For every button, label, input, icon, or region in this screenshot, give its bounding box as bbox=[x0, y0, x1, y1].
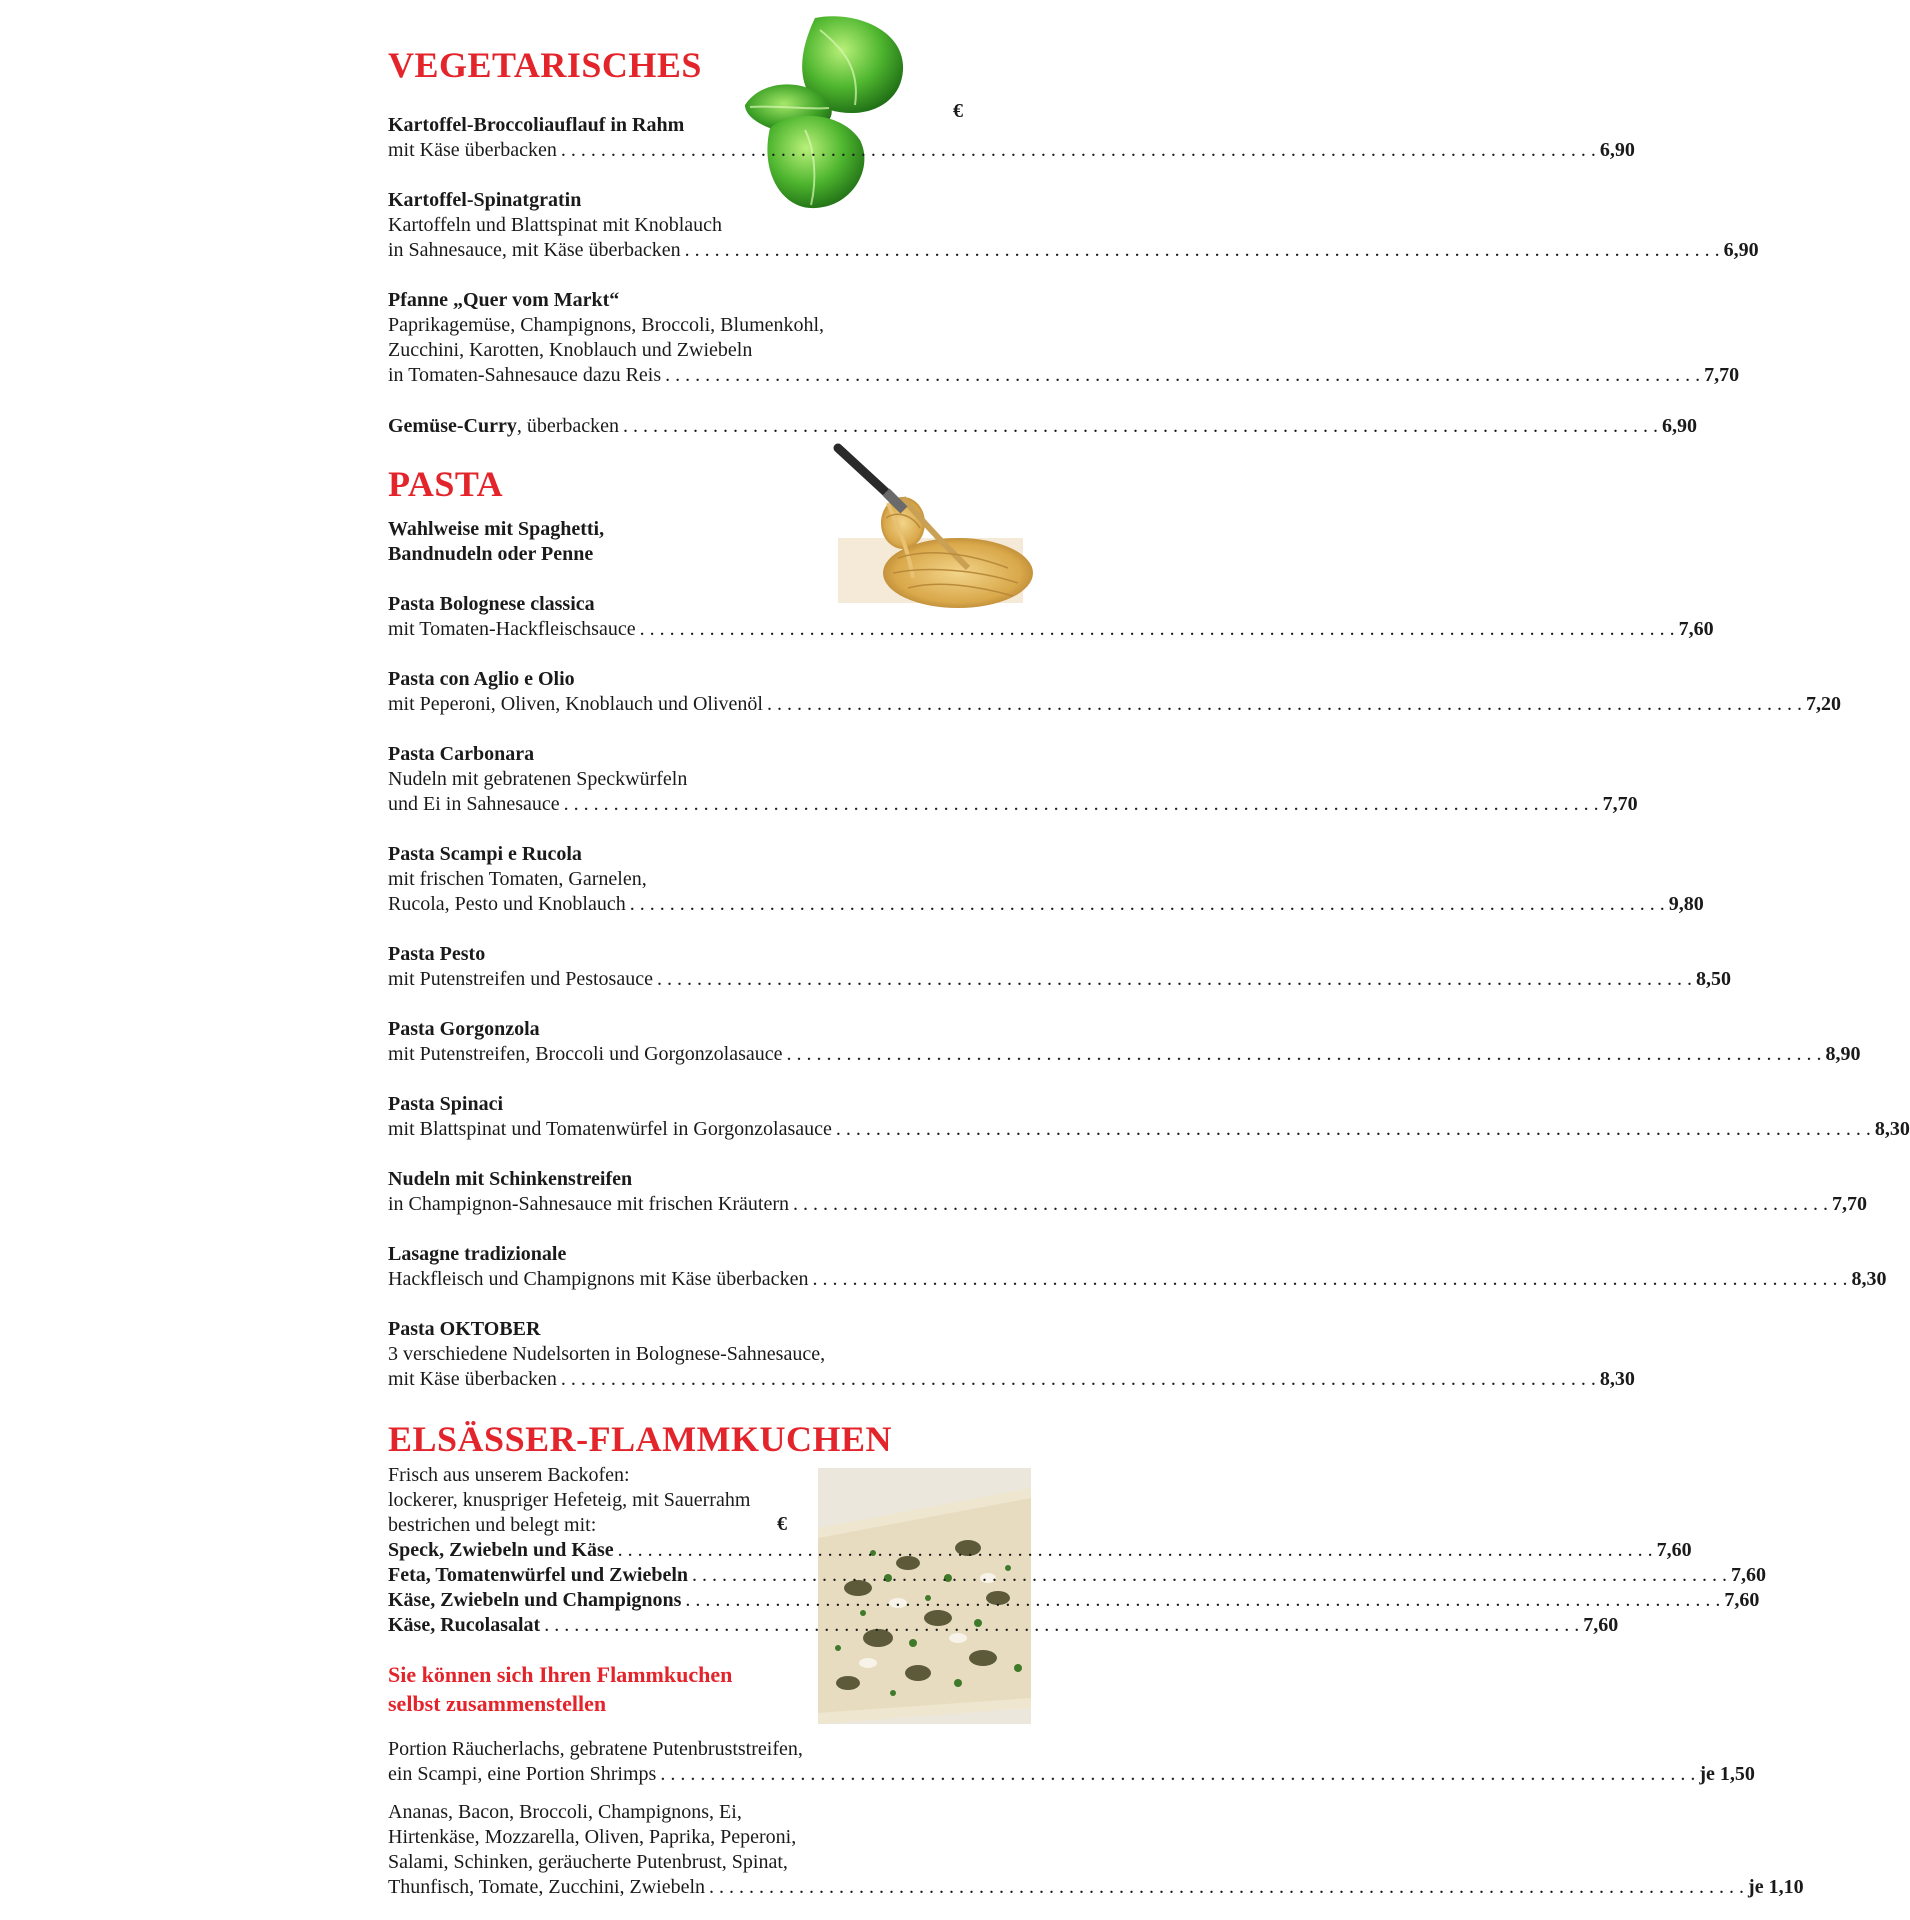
variant-price: 7,60 bbox=[1724, 1589, 1760, 1611]
item-price: 6,90 bbox=[1599, 139, 1635, 161]
section-title-pasta: PASTA bbox=[388, 464, 504, 504]
menu-item bbox=[388, 1317, 1635, 1392]
item-description: mit Putenstreifen, Broccoli und Gorgonzolasauce bbox=[388, 1043, 783, 1065]
item-price: 7,60 bbox=[1678, 618, 1714, 640]
item-name: Gemüse-Curry bbox=[388, 415, 517, 437]
item-description: in Champignon-Sahnesauce mit frischen Kräutern bbox=[388, 1193, 789, 1215]
item-description: mit frischen Tomaten, Garnelen, bbox=[388, 868, 647, 890]
extras-description: Hirtenkäse, Mozzarella, Oliven, Paprika, Peperoni, bbox=[388, 1826, 797, 1848]
item-description: Paprikagemüse, Champignons, Broccoli, Blumenkohl, bbox=[388, 314, 825, 336]
intro-line: Wahlweise mit Spaghetti, bbox=[388, 518, 605, 540]
variant-price: 7,60 bbox=[1656, 1539, 1692, 1561]
item-price: 6,90 bbox=[1723, 239, 1759, 261]
item-price: 7,20 bbox=[1805, 693, 1841, 715]
item-description: Zucchini, Karotten, Knoblauch und Zwiebeln bbox=[388, 339, 753, 361]
item-price: 7,70 bbox=[1704, 364, 1740, 386]
item-description: mit Käse überbacken bbox=[388, 1368, 557, 1390]
custom-flammkuchen-note bbox=[388, 1660, 732, 1718]
menu-item bbox=[388, 667, 1841, 717]
variant-price: 7,60 bbox=[1731, 1564, 1767, 1586]
flammkuchen-intro: Frisch aus unserem Backofen: bbox=[388, 1464, 630, 1486]
item-description: Hackfleisch und Champignons mit Käse überbacken bbox=[388, 1268, 809, 1290]
item-price: 8,90 bbox=[1825, 1043, 1861, 1065]
menu-item bbox=[388, 1242, 1887, 1292]
variant-label: Feta, Tomatenwürfel und Zwiebeln bbox=[388, 1564, 689, 1586]
item-name: Pasta Pesto bbox=[388, 943, 486, 965]
item-price: 8,50 bbox=[1695, 968, 1731, 990]
currency-header: € bbox=[953, 100, 963, 122]
item-description: mit Peperoni, Oliven, Knoblauch und Olivenöl bbox=[388, 693, 763, 715]
section-title-flammkuchen: ELSÄSSER-FLAMMKUCHEN bbox=[388, 1419, 893, 1459]
item-name: Lasagne tradizionale bbox=[388, 1243, 567, 1265]
menu-item bbox=[388, 842, 1704, 917]
item-price: 8,30 bbox=[1851, 1268, 1887, 1290]
menu-item bbox=[388, 288, 1740, 388]
extras-description: Salami, Schinken, geräucherte Putenbrust, Spinat, bbox=[388, 1851, 788, 1873]
item-name: Pasta Scampi e Rucola bbox=[388, 843, 582, 865]
extras-price: je 1,10 bbox=[1748, 1876, 1804, 1898]
item-name: Nudeln mit Schinkenstreifen bbox=[388, 1168, 633, 1190]
item-name: Pasta Carbonara bbox=[388, 743, 535, 765]
extras-description: Thunfisch, Tomate, Zucchini, Zwiebeln bbox=[388, 1876, 706, 1898]
variant-label: Speck, Zwiebeln und Käse bbox=[388, 1539, 614, 1561]
item-description: Kartoffeln und Blattspinat mit Knoblauch bbox=[388, 214, 723, 236]
item-name: Pasta Bolognese classica bbox=[388, 593, 595, 615]
item-description: in Sahnesauce, mit Käse überbacken bbox=[388, 239, 681, 261]
item-price: 8,30 bbox=[1874, 1118, 1910, 1140]
pasta-intro bbox=[388, 517, 968, 567]
item-description: in Tomaten-Sahnesauce dazu Reis bbox=[388, 364, 662, 386]
item-name: Kartoffel-Broccoliauflauf in Rahm bbox=[388, 114, 685, 136]
menu-item bbox=[388, 1017, 1861, 1067]
extras-description: Ananas, Bacon, Broccoli, Champignons, Ei, bbox=[388, 1801, 742, 1823]
item-description: Nudeln mit gebratenen Speckwürfeln bbox=[388, 768, 688, 790]
menu-item bbox=[388, 942, 1731, 992]
flammkuchen-variant bbox=[388, 1563, 1767, 1588]
extras-description: ein Scampi, eine Portion Shrimps bbox=[388, 1763, 657, 1785]
item-description: Rucola, Pesto und Knoblauch bbox=[388, 893, 626, 915]
section-title-vegetarian: VEGETARISCHES bbox=[388, 45, 702, 85]
variant-label: Käse, Rucolasalat bbox=[388, 1614, 541, 1636]
note-line: Sie können sich Ihren Flammkuchen bbox=[388, 1662, 733, 1687]
flammkuchen-intro: bestrichen und belegt mit: bbox=[388, 1514, 597, 1536]
flammkuchen-variant bbox=[388, 1538, 1692, 1563]
menu-item bbox=[388, 188, 1759, 263]
item-price: 7,70 bbox=[1602, 793, 1638, 815]
item-description: , überbacken bbox=[516, 415, 620, 437]
note-line: selbst zusammenstellen bbox=[388, 1691, 607, 1716]
item-description: mit Putenstreifen und Pestosauce bbox=[388, 968, 653, 990]
menu-item bbox=[388, 1167, 1867, 1217]
flammkuchen-variant bbox=[388, 1588, 1760, 1613]
variant-label: Käse, Zwiebeln und Champignons bbox=[388, 1589, 682, 1611]
menu-item bbox=[388, 742, 1638, 817]
item-description: und Ei in Sahnesauce bbox=[388, 793, 560, 815]
extras-description: Portion Räucherlachs, gebratene Putenbruststreifen, bbox=[388, 1738, 803, 1760]
item-description: mit Tomaten-Hackfleischsauce bbox=[388, 618, 636, 640]
item-name: Pasta con Aglio e Olio bbox=[388, 668, 575, 690]
item-price: 8,30 bbox=[1599, 1368, 1635, 1390]
item-description: mit Käse überbacken bbox=[388, 139, 557, 161]
item-name: Pasta Gorgonzola bbox=[388, 1018, 540, 1040]
item-name: Pasta Spinaci bbox=[388, 1093, 504, 1115]
menu-item bbox=[388, 113, 1635, 163]
menu-item bbox=[388, 1092, 1910, 1142]
item-name: Pfanne „Quer vom Markt“ bbox=[388, 289, 620, 311]
item-description: 3 verschiedene Nudelsorten in Bolognese-Sahnesauce, bbox=[388, 1343, 826, 1365]
intro-line: Bandnudeln oder Penne bbox=[388, 543, 594, 565]
flammkuchen-intro: lockerer, knuspriger Hefeteig, mit Sauerrahm bbox=[388, 1489, 751, 1511]
extras-item bbox=[388, 1800, 1804, 1900]
currency-header: € bbox=[777, 1513, 787, 1535]
extras-item bbox=[388, 1737, 1755, 1787]
item-name: Kartoffel-Spinatgratin bbox=[388, 189, 582, 211]
item-name: Pasta OKTOBER bbox=[388, 1318, 541, 1340]
menu-item bbox=[388, 592, 1714, 642]
item-description: mit Blattspinat und Tomatenwürfel in Gorgonzolasauce bbox=[388, 1118, 832, 1140]
extras-price: je 1,50 bbox=[1699, 1763, 1755, 1785]
item-price: 9,80 bbox=[1668, 893, 1704, 915]
item-price: 6,90 bbox=[1662, 415, 1698, 437]
variant-price: 7,60 bbox=[1583, 1614, 1619, 1636]
flammkuchen-variant bbox=[388, 1613, 1619, 1638]
item-price: 7,70 bbox=[1832, 1193, 1867, 1215]
menu-item bbox=[388, 414, 1698, 439]
